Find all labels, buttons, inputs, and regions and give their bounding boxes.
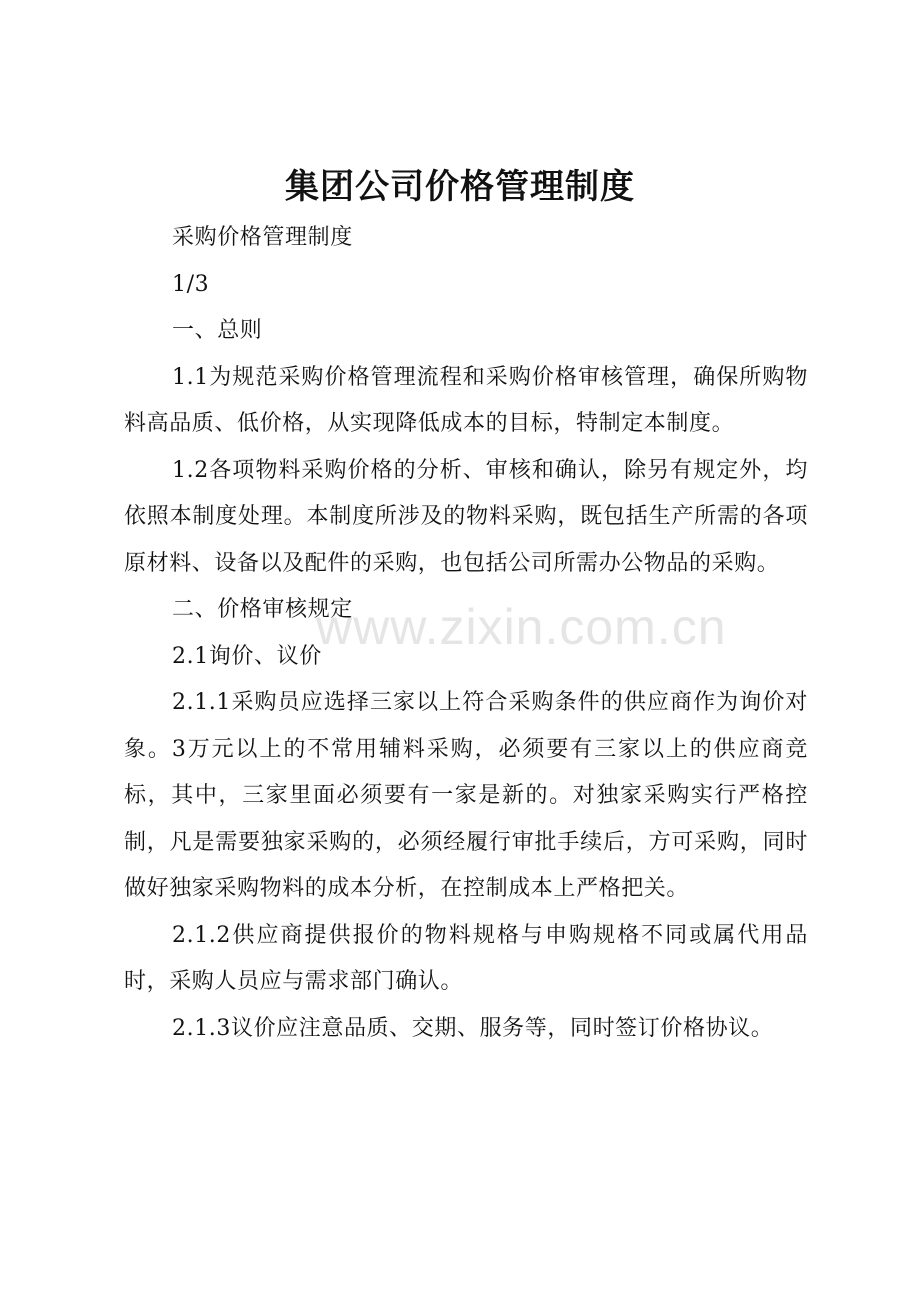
page-number-paragraph: 1/3	[172, 271, 210, 297]
section-heading-price-review: 二、价格审核规定	[172, 597, 353, 622]
clause-1-2: 1.2各项物料采购价格的分析、审核和确认，除另有规定外，均依照本制度处理。本制度所涉及的物料采购，既包括生产所需的各项原材料、设备以及配件的采购，也包括公司所需办公物品的采购。	[124, 457, 808, 576]
section-heading-general: 一、总则	[172, 318, 263, 343]
clause-1-1: 1.1为规范采购价格管理流程和采购价格审核管理，确保所购物料高品质、低价格，从实现降低成本的目标，特制定本制度。	[124, 364, 808, 436]
clause-2-1-3: 2.1.3议价应注意品质、交期、服务等，同时签订价格协议。	[172, 1015, 774, 1041]
clause-2-1: 2.1询价、议价	[172, 643, 322, 669]
clause-2-1-2: 2.1.2供应商提供报价的物料规格与申购规格不同或属代用品时，采购人员应与需求部门确认。	[124, 922, 808, 994]
clause-2-1-1: 2.1.1采购员应选择三家以上符合采购条件的供应商作为询价对象。3万元以上的不常用辅料采购，必须要有三家以上的供应商竞标，其中，三家里面必须要有一家是新的。对独家采购实行严格控制，凡是需要独家采购的，必须经履行审批手续后，方可采购，同时做好独家采购物料的成本分析，在控制成本上严格把关。	[124, 690, 808, 901]
document-title: 集团公司价格管理制度	[285, 167, 635, 207]
watermark: www.zixin.com.cn	[316, 599, 727, 655]
subtitle-paragraph: 采购价格管理制度	[172, 225, 353, 250]
